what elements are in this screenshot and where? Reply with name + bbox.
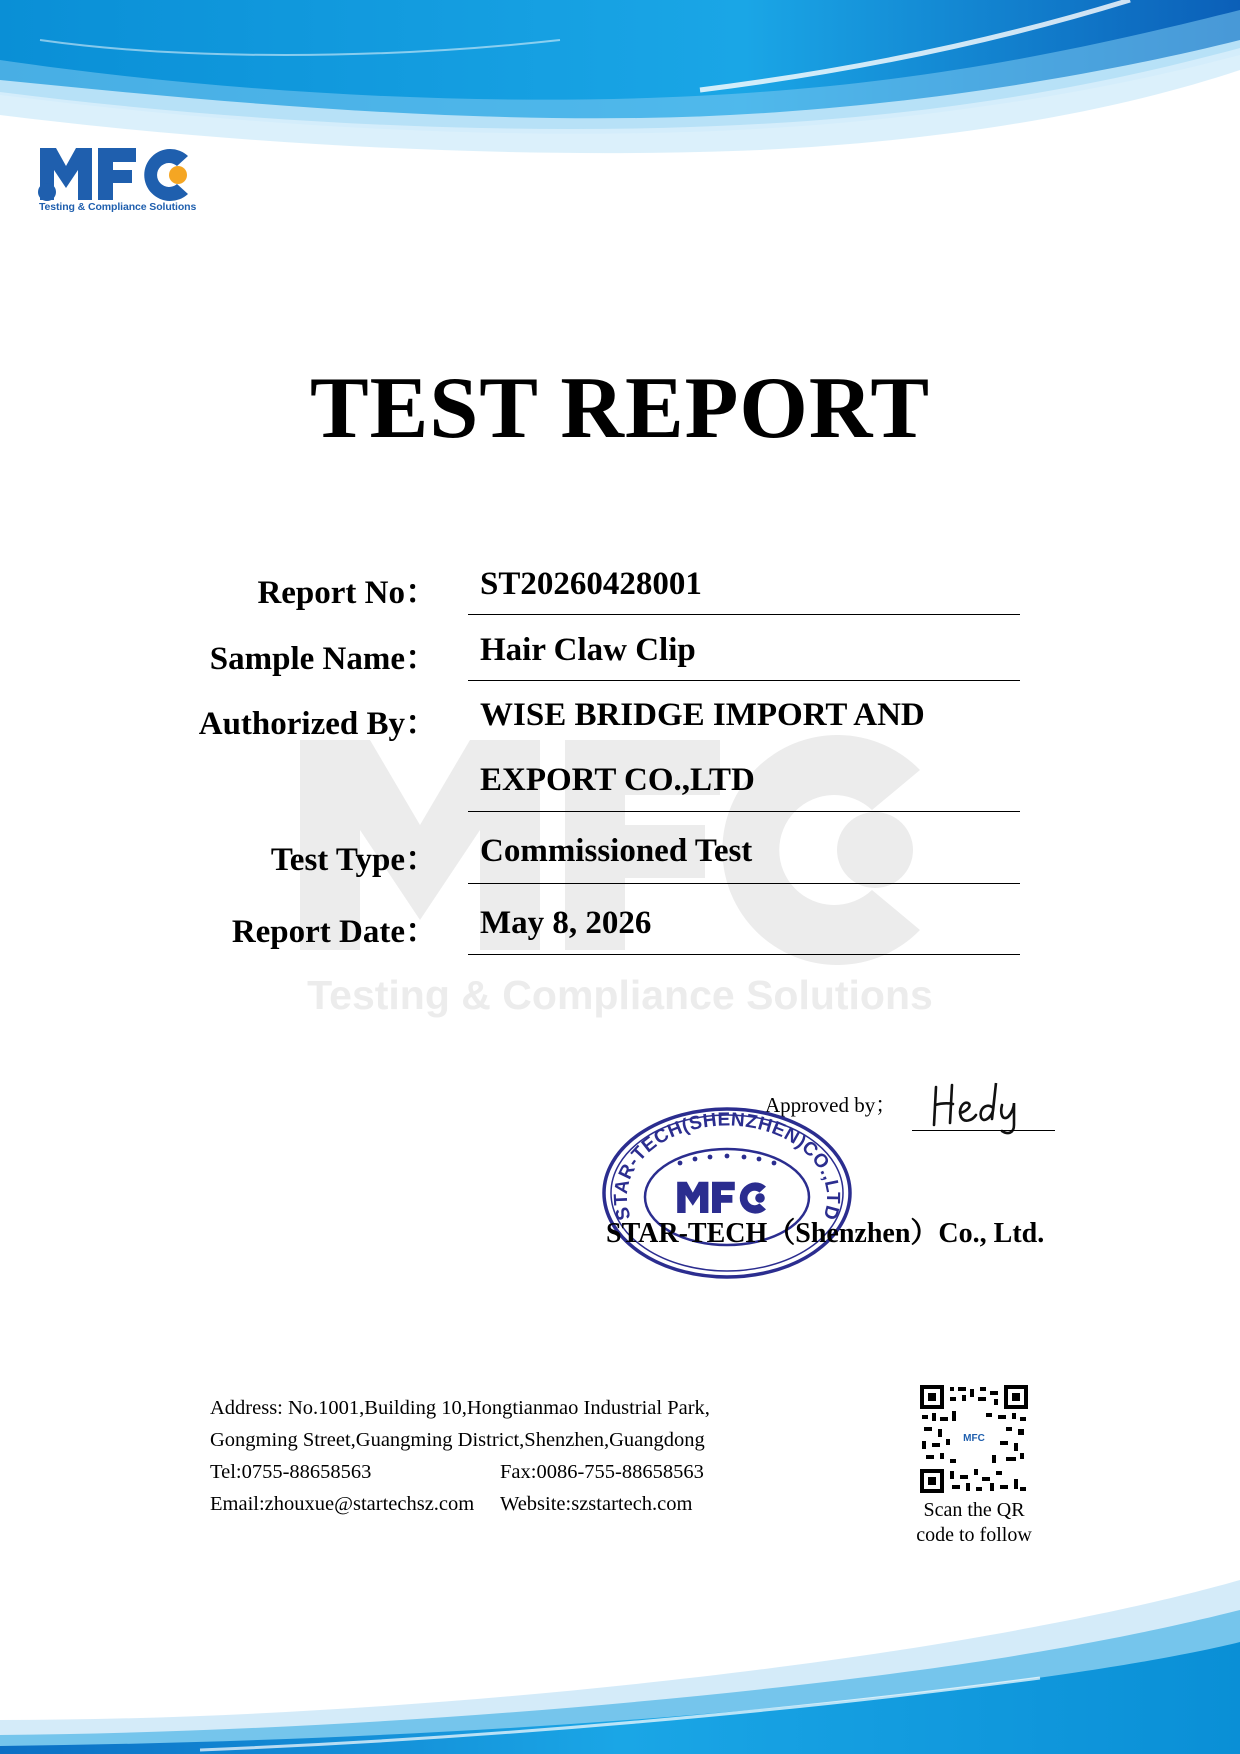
report-date-value: May 8, 2026 — [480, 905, 652, 941]
email: Email:zhouxue@startechsz.com — [210, 1493, 475, 1515]
report-title: TEST REPORT — [309, 360, 931, 457]
signature — [930, 1075, 1050, 1135]
report-no-underline — [468, 614, 1020, 615]
authorized-by-value-line2: EXPORT CO.,LTD — [480, 762, 755, 798]
company-seal — [600, 1105, 854, 1281]
address-line-1: Address: No.1001,Building 10,Hongtianmao Industrial Park, — [210, 1397, 710, 1419]
svg-text:STAR-TECH(SHENZHEN)CO.,LTD: STAR-TECH(SHENZHEN)CO.,LTD — [610, 1109, 844, 1223]
signature-line — [912, 1130, 1055, 1131]
test-type-underline — [468, 883, 1020, 884]
authorized-by-underline — [468, 811, 1020, 812]
test-type-label: Test Type： — [270, 842, 438, 878]
telephone: Tel:0755-88658563 — [210, 1461, 372, 1483]
logo-tagline: Testing & Compliance Solutions — [39, 201, 197, 213]
report-no-label: Report No： — [257, 575, 438, 611]
approved-by-label: Approved by； — [765, 1093, 897, 1117]
qr-caption-line-1: Scan the QR — [923, 1499, 1025, 1521]
fax: Fax:0086-755-88658563 — [500, 1461, 704, 1483]
report-no-value: ST20260428001 — [480, 566, 702, 602]
svg-text:MFC: MFC — [963, 1433, 985, 1444]
qr-caption — [900, 1498, 1048, 1548]
sample-name-value: Hair Claw Clip — [480, 632, 696, 668]
qr-code — [920, 1385, 1028, 1493]
authorized-by-label: Authorized By： — [198, 706, 438, 742]
address-line-2: Gongming Street,Guangming District,Shenzhen,Guangdong — [210, 1429, 705, 1451]
authorized-by-value-line1: WISE BRIDGE IMPORT AND — [480, 697, 925, 733]
test-type-value: Commissioned Test — [480, 833, 753, 869]
bottom-wave-decoration — [0, 1570, 1240, 1754]
qr-caption-line-2: code to follow — [916, 1524, 1032, 1546]
sample-name-label: Sample Name： — [209, 641, 438, 677]
website: Website:szstartech.com — [500, 1493, 693, 1515]
report-date-label: Report Date： — [231, 914, 438, 950]
report-date-underline — [468, 954, 1020, 955]
sample-name-underline — [468, 680, 1020, 681]
approving-company-name: STAR-TECH（Shenzhen）Co., Ltd. — [606, 1218, 1045, 1249]
watermark-tagline: Testing & Compliance Solutions — [307, 972, 933, 1018]
